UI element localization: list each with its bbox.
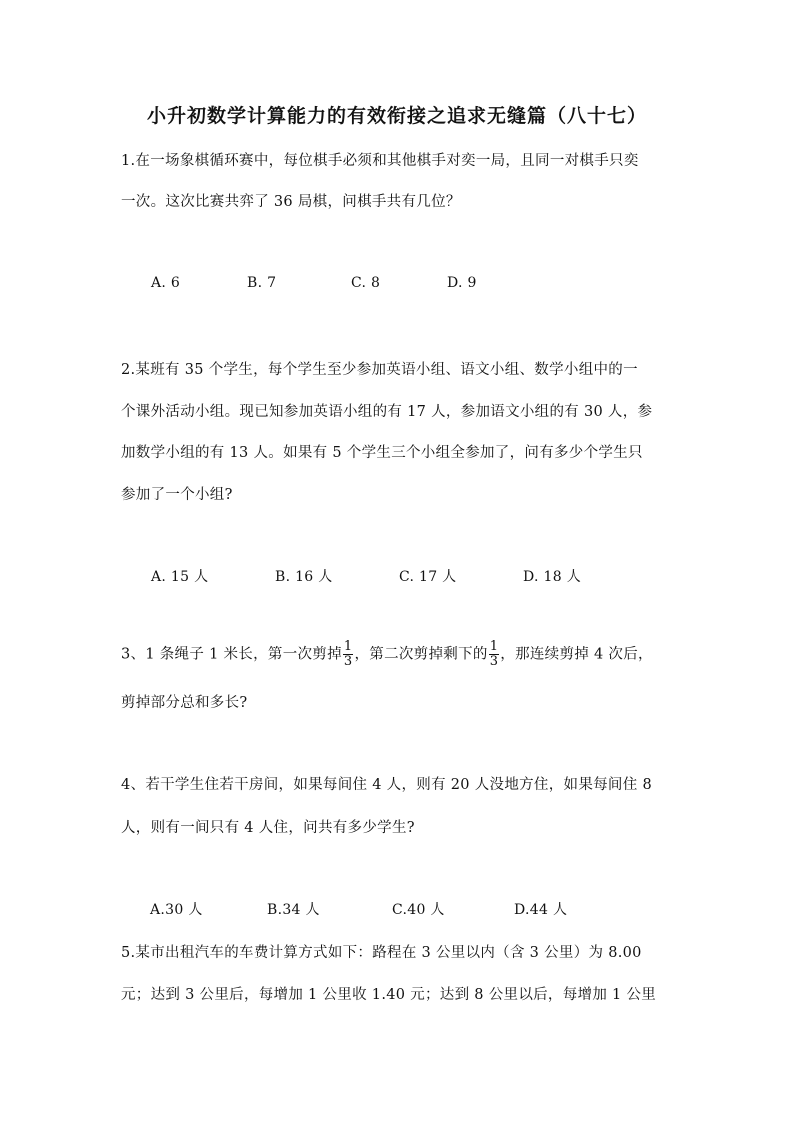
q1-option-a: A. 6	[151, 275, 181, 291]
q2-line-1: 2.某班有 35 个学生，每个学生至少参加英语小组、语文小组、数学小组中的一	[121, 362, 638, 378]
fraction-one-third	[489, 640, 500, 669]
q1-option-c: C. 8	[351, 275, 381, 291]
q4-option-a: A.30 人	[150, 902, 203, 918]
q5-line-2: 元；达到 3 公里后，每增加 1 公里收 1.40 元；达到 8 公里以后，每增加 1 公里	[121, 987, 657, 1003]
q4-line-2: 人，则有一间只有 4 人住，问共有多少学生?	[121, 820, 415, 836]
fraction-denominator: 3	[343, 654, 353, 669]
q1-line-1: 1.在一场象棋循环赛中，每位棋手必须和其他棋手对奕一局，且同一对棋手只奕	[121, 153, 639, 169]
q2-option-b: B. 16 人	[275, 569, 333, 585]
fraction-denominator: 3	[489, 654, 499, 669]
q3-text-part-3: ，那连续剪掉 4 次后，	[500, 646, 653, 663]
q3-text-part-1: 3、1 条绳子 1 米长，第一次剪掉	[121, 646, 342, 663]
q5-line-1: 5.某市出租汽车的车费计算方式如下：路程在 3 公里以内（含 3 公里）为 8.00	[121, 945, 642, 961]
q1-option-b: B. 7	[247, 275, 277, 291]
q2-line-4: 参加了一个小组?	[121, 487, 233, 503]
q3-text-part-2: ，第二次剪掉剩下的	[354, 646, 488, 663]
q2-option-c: C. 17 人	[399, 569, 457, 585]
q1-line-2: 一次。这次比赛共弈了 36 局棋，问棋手共有几位？	[121, 194, 461, 210]
q2-option-d: D. 18 人	[523, 569, 581, 585]
q3-line-1	[121, 640, 653, 669]
fraction-numerator: 1	[489, 639, 499, 654]
q4-option-c: C.40 人	[392, 902, 445, 918]
fraction-one-third	[343, 640, 354, 669]
page-title: 小升初数学计算能力的有效衔接之追求无缝篇（八十七）	[146, 105, 647, 127]
q2-line-3: 加数学小组的有 13 人。如果有 5 个学生三个小组全参加了，问有多少个学生只	[121, 445, 643, 461]
q3-line-2: 剪掉部分总和多长?	[121, 695, 248, 711]
q1-option-d: D. 9	[447, 275, 477, 291]
q2-option-a: A. 15 人	[151, 569, 209, 585]
q4-option-b: B.34 人	[267, 902, 320, 918]
q4-line-1: 4、若干学生住若干房间，如果每间住 4 人，则有 20 人没地方住，如果每间住 8	[121, 777, 652, 793]
fraction-numerator: 1	[343, 639, 353, 654]
q4-option-d: D.44 人	[514, 902, 568, 918]
q2-line-2: 个课外活动小组。现已知参加英语小组的有 17 人，参加语文小组的有 30 人，参	[121, 404, 653, 420]
